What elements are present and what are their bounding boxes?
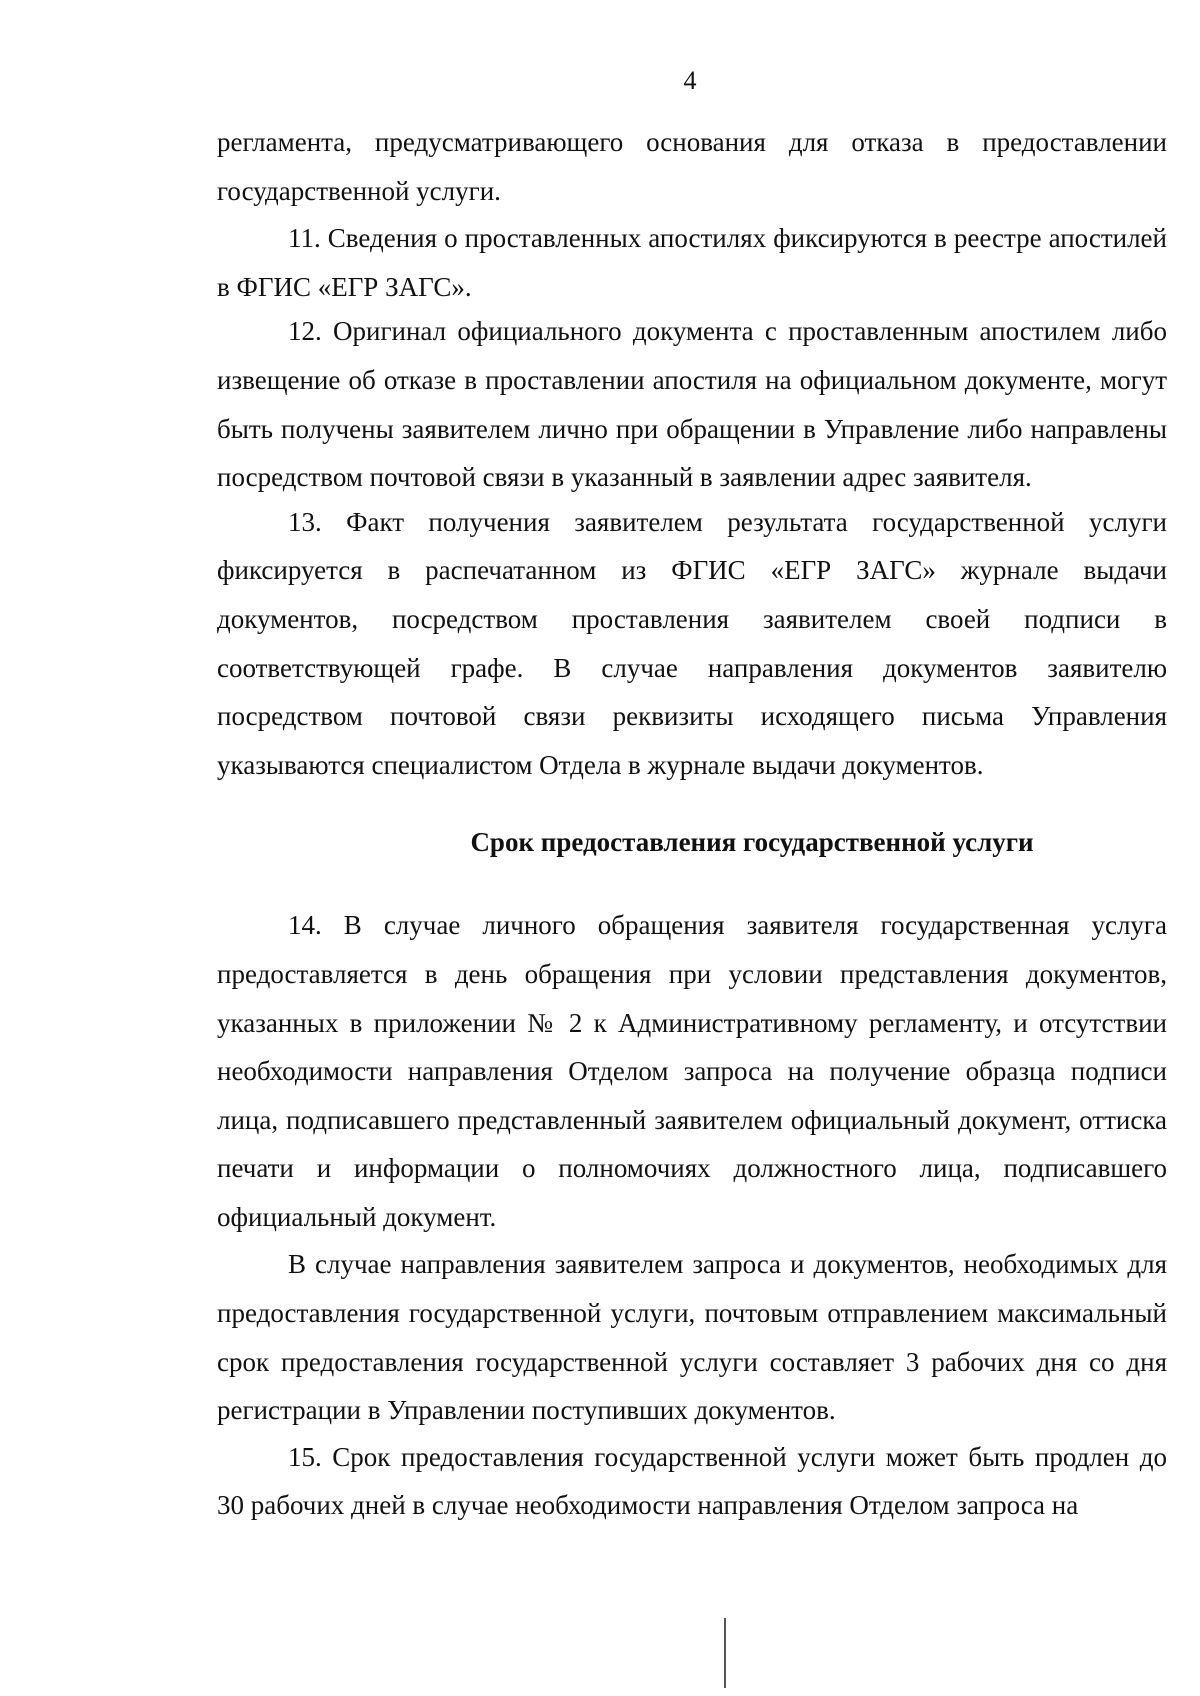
page-number: 4 bbox=[683, 66, 697, 95]
scan-artifact-line bbox=[724, 1618, 726, 1688]
paragraph-15: 15. Срок предоставления государственной услуги может быть продлен до 30 рабочих дней в случае необходимости направления Отделом запроса на bbox=[217, 1441, 1167, 1521]
paragraph-13: 13. Факт получения заявителем результата государственной услуги фиксируется в распечатанном из ФГИС «ЕГР ЗАГС» журнале выдачи документов, посредством проставления заявителем своей подписи в соответствующей графе. В случае направления документов заявителю посредством почтовой связи реквизиты исходящего письма Управления указываются специалистом Отдела в журнале выдачи документов. bbox=[217, 506, 1167, 780]
paragraph-11: 11. Сведения о проставленных апостилях фиксируются в реестре апостилей в ФГИС «ЕГР ЗАГС». bbox=[217, 223, 1167, 302]
paragraph-12: 12. Оригинал официального документа с проставленным апостилем либо извещение об отказе в проставлении апостиля на официальном документе, могут быть получены заявителем лично при обращении в Управление либо направлены посредством почтовой связи в указанный в заявлении адрес заявителя. bbox=[217, 316, 1167, 493]
paragraph-14: 14. В случае личного обращения заявителя государственная услуга предоставляется в день обращения при условии представления документов, указанных в приложении № 2 к Административному регламенту, и отсутствии необходимости направления Отделом запроса на получение образца подписи лица, подписавшего представленный заявителем официальный документ, оттиска печати и информации о полномочиях должностного лица, подписавшего официальный документ. bbox=[217, 910, 1167, 1232]
paragraph-14-continuation: В случае направления заявителем запроса и документов, необходимых для предоставления государственной услуги, почтовым отправлением максимальный срок предоставления государственной услуги составляет 3 рабочих дня со дня регистрации в Управлении поступивших документов. bbox=[217, 1249, 1167, 1426]
section-heading: Срок предоставления государственной услуги bbox=[470, 827, 1034, 858]
paragraph-continuation: регламента, предусматривающего основания для отказа в предоставлении государственной услуги. bbox=[217, 127, 1167, 206]
document-body bbox=[217, 118, 1167, 1530]
